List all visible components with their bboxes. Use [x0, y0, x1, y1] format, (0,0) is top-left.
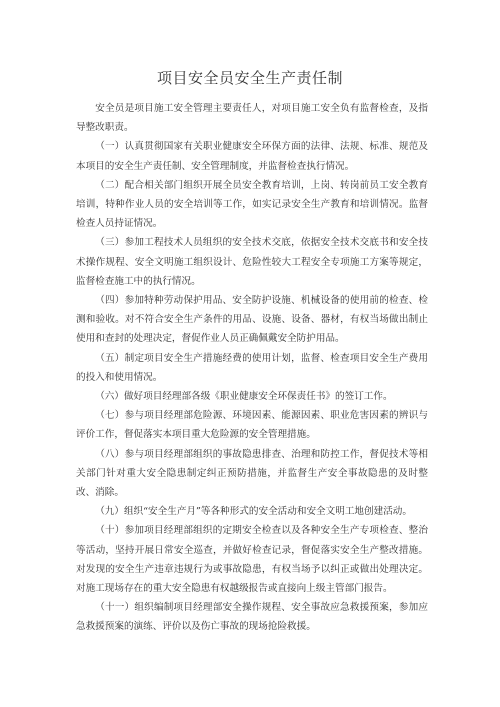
paragraph-intro: 安全员是项目施工安全管理主要责任人，对项目施工安全负有监督检查，及指导整改职责。: [76, 103, 428, 134]
paragraph-item-5: （五）制定项目安全生产措施经费的使用计划，监督、检查项目安全生产费用的投入和使用情况。: [76, 352, 428, 383]
paragraph-item-7: （七）参与项目经理部危险源、环境因素、能源因素、职业危害因素的辨识与评价工作，督促落实本项目重大危险源的安全管理措施。: [76, 410, 428, 441]
paragraph-item-9: （九）组织“安全生产月”等各种形式的安全活动和安全文明工地创建活动。: [95, 506, 412, 518]
paragraph-item-11: （十一）组织编制项目经理部安全操作规程、安全事故应急救援预案，参加应急救援预案的演练、评价以及伤亡事故的现场抢险救援。: [76, 602, 428, 633]
paragraph-item-1: （一）认真贯彻国家有关职业健康安全环保方面的法律、法规、标准、规范及本项目的安全生产责任制、安全管理制度，并监督检查执行情况。: [76, 141, 428, 172]
paragraph-item-3: （三）参加工程技术人员组织的安全技术交底，依据安全技术交底书和安全技术操作规程、安全文明施工组织设计、危险性较大工程安全专项施工方案等规定，监督检查施工中的执行情况。: [76, 237, 428, 287]
paragraph-item-10: （十）参加项目经理部组织的定期安全检查以及各种安全生产专项检查、整治等活动，坚持开展日常安全巡查，并做好检查记录，督促落实安全生产整改措施。对发现的安全生产违章违规行为或事故隐患，有权当场予以纠正或做出处理决定。对施工现场存在的重大安全隐患有权越级报告或直接向上级主管部门报告。: [76, 525, 428, 595]
document-title: 项目安全员安全生产责任制: [156, 69, 343, 87]
paragraph-item-6: （六）做好项目经理部各级《职业健康安全环保责任书》的签订工作。: [95, 391, 393, 403]
paragraph-item-2: （二）配合相关部门组织开展全员安全教育培训，上岗、转岗前员工安全教育培训，特种作业人员的安全培训等工作，如实记录安全生产教育和培训情况。监督检查人员持证情况。: [76, 179, 428, 230]
paragraph-item-8: （八）参与项目经理部组织的事故隐患排查、治理和防控工作，督促技术等相关部门针对重大安全隐患制定纠正预防措施，并监督生产安全事故隐患的及时整改、消除。: [76, 448, 428, 499]
paragraph-item-4: （四）参加特种劳动保护用品、安全防护设施、机械设备的使用前的检查、检测和验收。对不符合安全生产条件的用品、设施、设备、器材，有权当场做出制止使用和查封的处理决定，督促作业人员正确佩戴安全防护用品。: [76, 295, 428, 345]
document-body: [76, 99, 428, 637]
